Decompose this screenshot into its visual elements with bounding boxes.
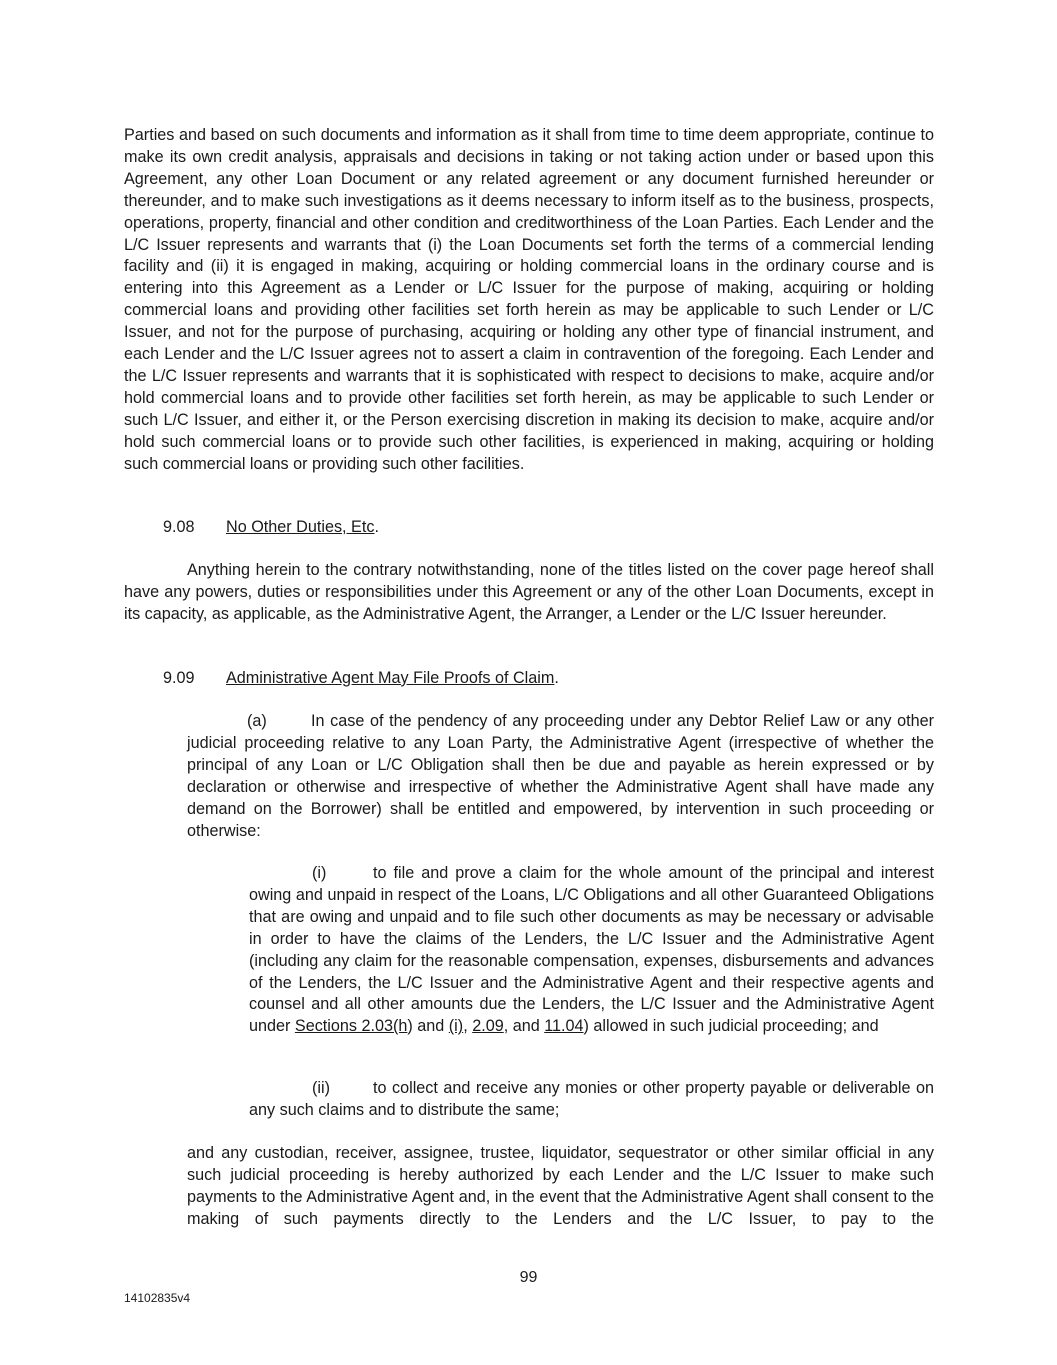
clause-ii: [249, 1078, 934, 1122]
body-paragraph-continuation: Parties and based on such documents and information as it shall from time to time deem appropriate, continue to make its own credit analysis, appraisals and decisions in taking or not taking action under or based upon this Agreement, any other Loan Document or any related agreement or any document furnished hereunder or thereunder, and to make such investigations as it deems necessary to inform itself as to the business, prospects, operations, property, financial and other condition and creditworthiness of the Loan Parties. Each Lender and the L/C Issuer represents and warrants that (i) the Loan Documents set forth the terms of a commercial lending facility and (ii) it is engaged in making, acquiring or holding commercial loans in the ordinary course and is entering into this Agreement as a Lender or L/C Issuer for the purpose of making, acquiring or holding commercial loans and providing other facilities set forth herein as may be applicable to such Lender or L/C Issuer, and not for the purpose of purchasing, acquiring or holding any other type of financial instrument, and each Lender and the L/C Issuer agrees not to assert a claim in contravention of the foregoing. Each Lender and the L/C Issuer represents and warrants that it is sophisticated with respect to decisions to make, acquire and/or hold commercial loans and to provide other facilities set forth herein, as may be applicable to such Lender or such L/C Issuer, and either it, or the Person exercising discretion in making its decision to make, acquire and/or hold such commercial loans or to provide such other facilities, is experienced in making, acquiring or holding such commercial loans or providing such other facilities.: [124, 126, 934, 473]
document-id: 14102835v4: [124, 1291, 191, 1305]
clause-i: [249, 863, 934, 1038]
section-number: 9.08: [163, 518, 195, 536]
cross-reference-i: (i): [448, 1017, 464, 1036]
section-number: 9.09: [163, 669, 195, 687]
clause-text: to file and prove a claim for the whole amount of the principal and interest owing and unpaid in respect of the Loans, L/C Obligations and all other Guaranteed Obligations that are owing and unpaid and to file such other documents as may be necessary or advisable in order to have the claims of the Lenders, the L/C Issuer and the Administrative Agent (including any claim for the reasonable compensation, expenses, disbursements and advances of the Lenders, the L/C Issuer and the Administrative Agent and their respective agents and counsel and all other amounts due the Lenders, the L/C Issuer and the Administrative Agent under: [249, 864, 934, 1036]
clause-label: (ii): [312, 1079, 330, 1097]
clause-text: ) and: [407, 1017, 449, 1036]
section-heading-9-09: [163, 668, 559, 690]
subparagraph-label: (a): [247, 712, 267, 730]
clause-text: ) allowed in such judicial proceeding; and: [583, 1017, 879, 1036]
cross-reference-2-09: 2.09: [472, 1017, 504, 1036]
page-number: 99: [519, 1269, 538, 1286]
clause-text: ,: [463, 1017, 473, 1036]
section-title: No Other Duties, Etc: [226, 518, 375, 536]
subparagraph-text: In case of the pendency of any proceeding under any Debtor Relief Law or any other judicial proceeding relative to any Loan Party, the Administrative Agent (irrespective of whether the principal of any Loan or L/C Obligation shall then be due and payable as herein expressed or by declaration or otherwise and irrespective of whether the Administrative Agent shall have made any demand on the Borrower) shall be entitled and empowered, by intervention in such proceeding or otherwise:: [187, 712, 934, 840]
section-title: Administrative Agent May File Proofs of Claim: [226, 669, 555, 687]
body-paragraph-no-other-duties: Anything herein to the contrary notwithstanding, none of the titles listed on the cover page hereof shall have any powers, duties or responsibilities under this Agreement or any of the other Loan Documents, except in its capacity, as applicable, as the Administrative Agent, the Arranger, a Lender or the L/C Issuer hereunder.: [124, 561, 934, 623]
section-title-period: .: [374, 518, 379, 536]
subparagraph-a: [187, 711, 934, 842]
cross-reference-11-04: 11.04: [544, 1017, 584, 1036]
clause-text: , and: [503, 1017, 545, 1036]
clause-label: (i): [312, 864, 327, 882]
body-paragraph-custodian: and any custodian, receiver, assignee, trustee, liquidator, sequestrator or other similar official in any such judicial proceeding is hereby authorized by each Lender and the L/C Issuer to make such payments to the Administrative Agent and, in the event that the Administrative Agent shall consent to the making of such payments directly to the Lenders and the L/C Issuer, to pay to the: [187, 1144, 934, 1228]
cross-reference-sections-2-03h: Sections 2.03(h: [294, 1017, 408, 1036]
clause-text: to collect and receive any monies or other property payable or deliverable on any such claims and to distribute the same;: [249, 1079, 934, 1119]
section-title-period: .: [554, 669, 559, 687]
section-heading-9-08: [163, 517, 379, 539]
